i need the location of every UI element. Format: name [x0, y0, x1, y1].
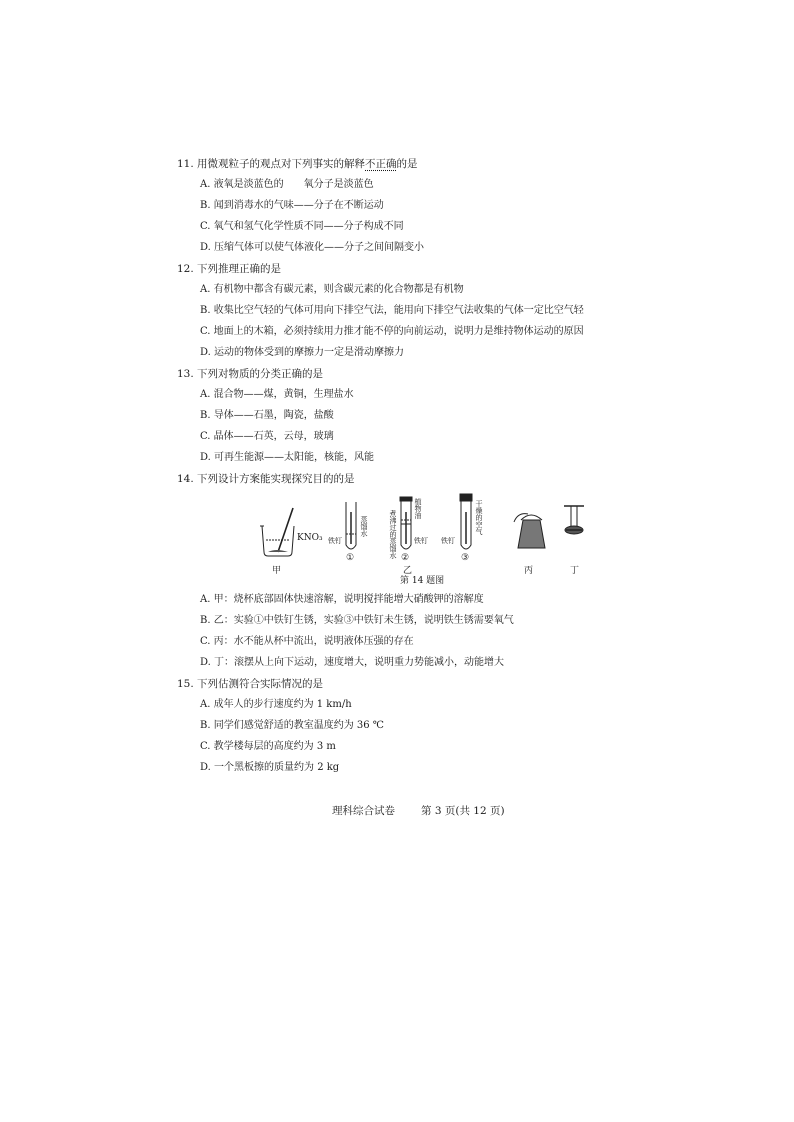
- figure-bing-cup: [514, 514, 545, 548]
- footer-page-number: 第 3 页(共 12 页): [421, 805, 505, 817]
- figure-label-jia: 甲: [272, 566, 282, 576]
- question-15-option-c: C. 教学楼每层的高度约为 3 m: [200, 741, 336, 752]
- figure-label-yi: 乙: [403, 566, 413, 576]
- question-11-option-d: D. 压缩气体可以使气体液化——分子之间间隔变小: [200, 242, 425, 253]
- figure-kno3-label: KNO₃: [297, 533, 323, 543]
- question-12-option-a: A. 有机物中都含有碳元素，则含碳元素的化合物都是有机物: [200, 284, 464, 295]
- question-11-stem-emphasis: 不正确: [365, 158, 397, 170]
- question-13-option-a: A. 混合物——煤，黄铜，生理盐水: [200, 389, 354, 400]
- question-11-stem-prefix: 11. 用微观粒子的观点对下列事实的解释: [177, 158, 366, 170]
- question-12-option-c: C. 地面上的木箱，必须持续用力推才能不停的向前运动，说明力是维持物体运动的原因: [200, 326, 584, 337]
- figure-label-tie-1: 铁钉: [328, 537, 342, 545]
- question-13-option-c: C. 晶体——石英，云母，玻璃: [200, 431, 334, 442]
- question-14-option-c: C. 丙：水不能从杯中流出，说明液体压强的存在: [200, 636, 414, 647]
- figure-label-circle-2: ②: [401, 553, 410, 563]
- question-11-stem-suffix: 的是: [396, 158, 418, 170]
- question-12-stem: 12. 下列推理正确的是: [177, 263, 282, 275]
- figure-label-water-2: 煮沸过的蒸馏水: [389, 510, 397, 559]
- question-15-stem: 15. 下列估测符合实际情况的是: [177, 678, 324, 690]
- figure-label-bing: 丙: [524, 566, 534, 576]
- question-15-option-b: B. 同学们感觉舒适的教室温度约为 36 ℃: [200, 720, 384, 731]
- question-15-option-d: D. 一个黑板擦的质量约为 2 kg: [200, 762, 340, 773]
- figure-label-circle-3: ③: [461, 553, 470, 563]
- question-13-option-d: D. 可再生能源——太阳能，核能，风能: [200, 452, 375, 463]
- figure-label-tie-2: 铁钉: [414, 537, 428, 545]
- figure-jia-beaker: [260, 508, 294, 556]
- question-13-stem: 13. 下列对物质的分类正确的是: [177, 368, 324, 380]
- question-14-option-a: A. 甲：烧杯底部固体快速溶解，说明搅拌能增大硝酸钾的溶解度: [200, 594, 484, 605]
- question-14-option-b: B. 乙：实验①中铁钉生锈，实验③中铁钉未生锈，说明铁生锈需要氧气: [200, 615, 514, 626]
- page-footer: [332, 804, 505, 818]
- question-13-option-b: B. 导体——石墨，陶瓷，盐酸: [200, 410, 334, 421]
- figure-ding-wheel: [564, 506, 584, 534]
- figure-caption: 第 14 题图: [400, 576, 445, 586]
- question-14-stem: 14. 下列设计方案能实现探究目的的是: [177, 473, 355, 485]
- figure-label-ding: 丁: [570, 566, 580, 576]
- question-12-option-b: B. 收集比空气轻的气体可用向下排空气法，能用向下排空气法收集的气体一定比空气轻: [200, 305, 584, 316]
- question-11-option-c: C. 氧气和氢气化学性质不同——分子构成不同: [200, 221, 404, 232]
- figure-label-oil: 植物油: [414, 498, 422, 519]
- figure-yi-tube-2: [400, 497, 412, 549]
- figure-label-water-1: 蒸馏水: [360, 516, 368, 537]
- figure-yi-tube-3: [460, 494, 472, 549]
- figure-label-tie-3: 铁钉: [441, 537, 455, 545]
- footer-subject: 理科综合试卷: [332, 805, 395, 817]
- figure-label-circle-1: ①: [346, 553, 355, 563]
- figure-label-air: 干燥的空气: [475, 500, 483, 535]
- question-14-option-d: D. 丁：滚摆从上向下运动，速度增大，说明重力势能减小，动能增大: [200, 657, 505, 668]
- question-15-option-a: A. 成年人的步行速度约为 1 km/h: [200, 699, 352, 710]
- question-11-option-a: A. 液氧是淡蓝色的 氧分子是淡蓝色: [200, 179, 374, 190]
- figure-yi-tube-1: [346, 502, 356, 549]
- question-12-option-d: D. 运动的物体受到的摩擦力一定是滑动摩擦力: [200, 347, 405, 358]
- question-11-option-b: B. 闻到消毒水的气味——分子在不断运动: [200, 200, 384, 211]
